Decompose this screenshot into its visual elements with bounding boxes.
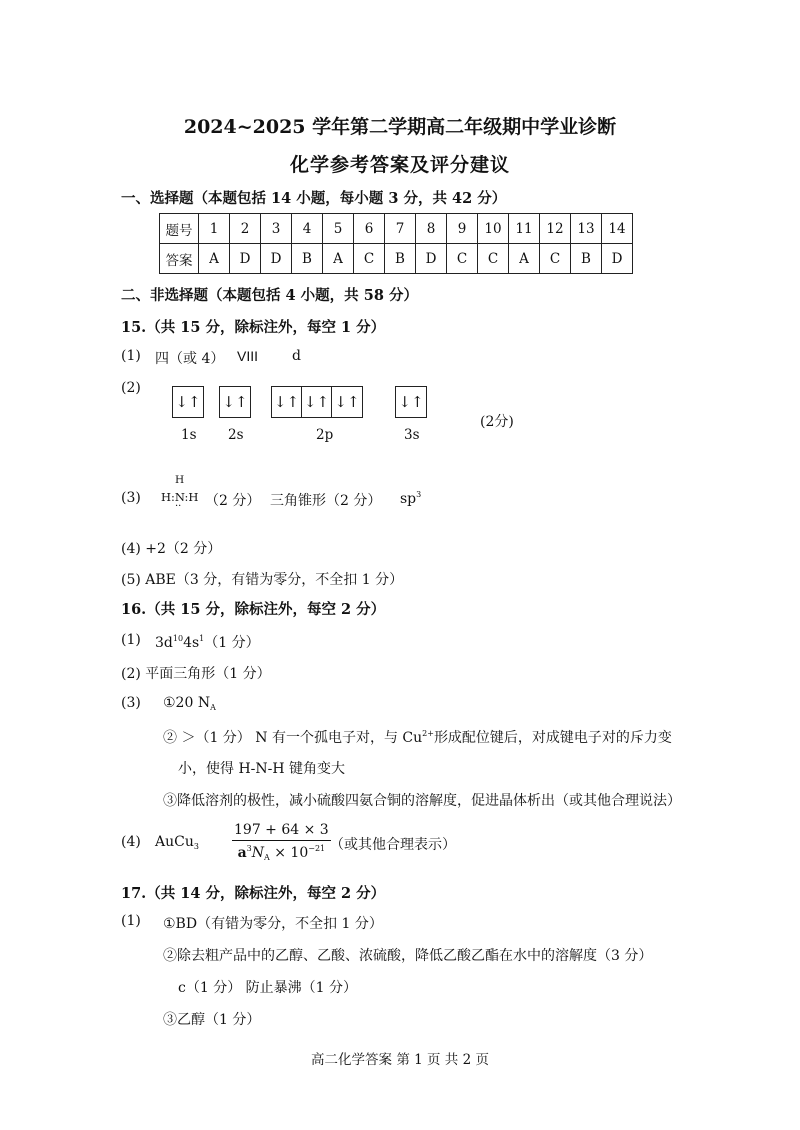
table-cell-answer: A (509, 244, 540, 274)
table-cell-number: 14 (602, 214, 633, 244)
section2-heading: 二、非选择题（本题包括 4 小题，共 58 分） (121, 287, 418, 304)
q16-p3-2-a: ② ＞（1 分） N 有一个孤电子对，与 Cu (163, 730, 423, 746)
orbital-cell: ↓↑ (302, 387, 332, 417)
hybrid-text: sp (400, 491, 417, 507)
table-cell-answer: A (323, 244, 354, 274)
orbital-cell: ↓↑ (398, 393, 424, 411)
orbital-cell: ↓↑ (334, 393, 360, 411)
den-a: a (237, 845, 247, 861)
fraction-denominator (232, 841, 331, 862)
q16-header: 16.（共 15 分，除标注外，每空 2 分） (121, 601, 386, 618)
table-cell-answer: C (478, 244, 509, 274)
section1-heading: 一、选择题（本题包括 14 小题，每小题 3 分，共 42 分） (121, 190, 507, 207)
q15-p3-score: （2 分） (205, 493, 261, 509)
formula-text: AuCu (155, 834, 194, 850)
q16-p3-2-b: 形成配位键后，对成键电子对的斥力变 (433, 730, 672, 746)
orbital-label-3s: 3s (404, 427, 420, 443)
q15-p1-answer-c: d (292, 348, 301, 364)
orbital-label-2s: 2s (228, 427, 244, 443)
q15-p3-label: (3) (121, 490, 141, 506)
config-sup-1: 1 (199, 634, 205, 643)
page-footer: 高二化学答案 第 1 页 共 2 页 (311, 1052, 489, 1068)
q15-header: 15.（共 15 分，除标注外，每空 1 分） (121, 319, 386, 336)
density-fraction (232, 822, 331, 862)
den-times: × 10 (274, 845, 309, 861)
q16-p4-label: (4) (121, 834, 141, 850)
q15-p3-shape: 三角锥形（2 分） (270, 493, 382, 509)
q15-p2-label: (2) (121, 380, 141, 396)
q15-p3-hybrid (400, 490, 421, 507)
table-cell-number: 12 (540, 214, 571, 244)
table-cell-number: 5 (323, 214, 354, 244)
q17-header: 17.（共 14 分，除标注外，每空 2 分） (121, 885, 386, 902)
page-title: 2024~2025 学年第二学期高二年级期中学业诊断 (183, 116, 617, 138)
config-3d: 3d (155, 635, 173, 651)
q16-p1-label: (1) (121, 632, 141, 648)
orbital-cell: ↓↑ (222, 393, 248, 411)
q16-p3-2-sup: 2+ (422, 729, 434, 738)
hybrid-sup: 3 (416, 490, 422, 499)
table-cell-answer: C (354, 244, 385, 274)
q16-p3-label: (3) (121, 695, 141, 711)
q16-p4-formula (155, 834, 199, 851)
q16-p3-2 (163, 727, 672, 747)
orbital-box-3s (395, 386, 427, 418)
table-cell-answer: B (292, 244, 323, 274)
q16-p1-config (155, 632, 260, 652)
table-cell-answer: B (571, 244, 602, 274)
q15-p1-answer-a: 四（或 4） (155, 351, 225, 367)
table-cell-number: 7 (385, 214, 416, 244)
table-cell-answer: D (602, 244, 633, 274)
table-cell-answer: D (416, 244, 447, 274)
lewis-top-h: H (175, 474, 185, 486)
config-sup-10: 10 (172, 634, 184, 643)
config-4s: 4s (183, 635, 200, 651)
answer-table (159, 213, 633, 274)
table-cell-number: 13 (571, 214, 602, 244)
answer-table-number-row (160, 214, 633, 244)
table-cell-number: 11 (509, 214, 540, 244)
den-n: N (251, 845, 264, 861)
table-cell-number: 3 (261, 214, 292, 244)
row-label-number: 题号 (160, 214, 199, 244)
q16-p4-note: （或其他合理表示） (330, 837, 456, 853)
orbital-cell: ↓↑ (272, 387, 302, 417)
lewis-structure: H:N:H (161, 490, 199, 504)
table-cell-number: 1 (199, 214, 230, 244)
q17-p1-label: (1) (121, 913, 141, 929)
q17-p1-1: ①BD（有错为零分，不全扣 1 分） (163, 916, 383, 932)
fraction-numerator: 197 + 64 × 3 (232, 822, 331, 841)
orbital-box-1s (172, 386, 204, 418)
orbital-box-2p (271, 386, 363, 418)
config-score: （1 分） (204, 635, 260, 651)
q16-p2: (2) 平面三角形（1 分） (121, 666, 271, 682)
orbital-box-2s (219, 386, 251, 418)
table-cell-number: 8 (416, 214, 447, 244)
table-cell-number: 9 (447, 214, 478, 244)
table-cell-answer: D (230, 244, 261, 274)
q16-p3-1-text: ①20 N (163, 695, 211, 711)
table-cell-answer: D (261, 244, 292, 274)
q16-p3-1 (163, 695, 216, 712)
table-cell-answer: C (540, 244, 571, 274)
row-label-answer: 答案 (160, 244, 199, 274)
orbital-label-1s: 1s (181, 427, 197, 443)
table-cell-answer: C (447, 244, 478, 274)
den-exp: −21 (308, 844, 326, 853)
page-subtitle: 化学参考答案及评分建议 (289, 154, 510, 176)
q16-p3-2-cont: 小，使得 H-N-H 键角变大 (178, 761, 346, 777)
q15-p1-answer-b: VIII (237, 348, 259, 364)
q15-p4: (4) +2（2 分） (121, 541, 222, 557)
table-cell-number: 4 (292, 214, 323, 244)
q16-p3-3: ③降低溶剂的极性，减小硫酸四氨合铜的溶解度，促进晶体析出（或其他合理说法） (163, 793, 681, 809)
den-sub: A (264, 853, 270, 862)
table-cell-number: 6 (354, 214, 385, 244)
orbital-label-2p: 2p (316, 427, 334, 443)
orbital-cell: ↓↑ (175, 393, 201, 411)
table-cell-answer: B (385, 244, 416, 274)
q15-p2-score: (2分) (480, 414, 514, 430)
q15-p5: (5) ABE（3 分，有错为零分，不全扣 1 分） (121, 572, 404, 588)
q17-p1-3: ③乙醇（1 分） (163, 1012, 261, 1028)
table-cell-answer: A (199, 244, 230, 274)
q17-p1-2: ②除去粗产品中的乙醇、乙酸、浓硫酸，降低乙酸乙酯在水中的溶解度（3 分） (163, 948, 653, 964)
answer-table-answer-row (160, 244, 633, 274)
lewis-lone-pair: ·· (175, 501, 182, 512)
q17-p1-2b: c（1 分） 防止暴沸（1 分） (178, 980, 358, 996)
den-sup: 3 (246, 844, 252, 853)
table-cell-number: 10 (478, 214, 509, 244)
q15-p1-label: (1) (121, 348, 141, 364)
q16-p3-1-sub: A (210, 703, 216, 712)
formula-sub: 3 (193, 842, 199, 851)
table-cell-number: 2 (230, 214, 261, 244)
